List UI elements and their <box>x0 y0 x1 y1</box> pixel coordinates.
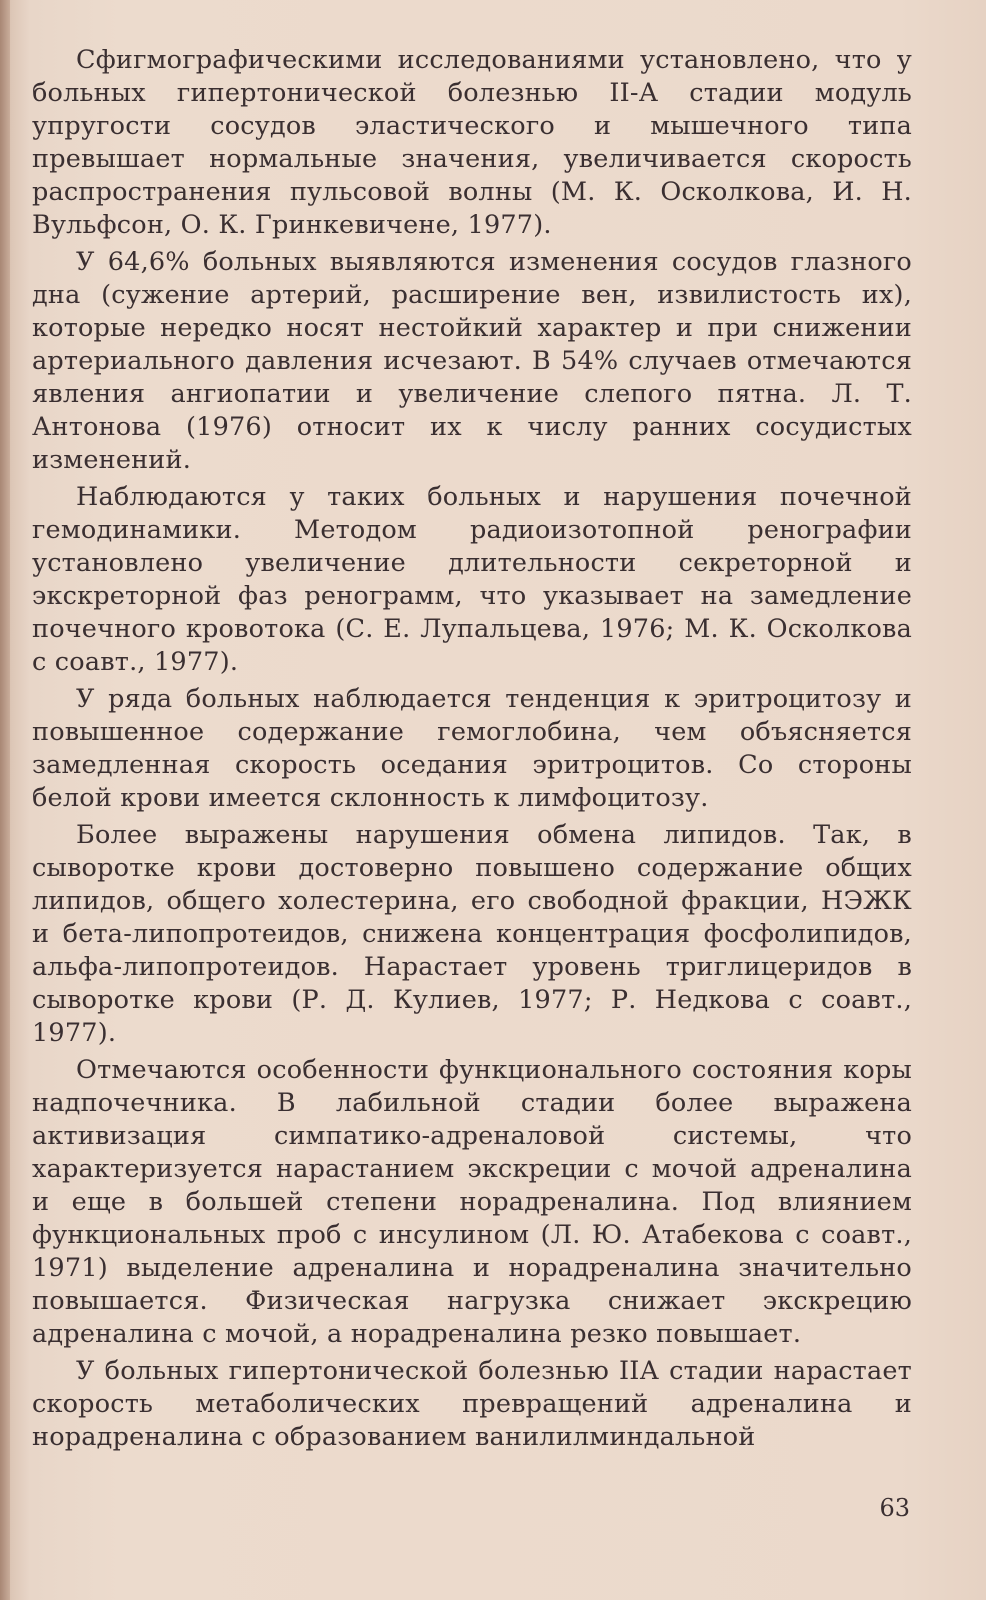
paragraph-5: Более выражены нарушения обмена липидов. Так, в сыворотке крови достоверно повышено содержание общих липидов, общего холестерина, его свободной фракции, НЭЖК и бета-липопротеидов, снижена концентрация фосфолипидов, альфа-липопротеидов. Нарастает уровень триглицеридов в сыворотке крови (Р. Д. Кулиев, 1977; Р. Недкова с соавт., 1977). <box>32 820 912 1048</box>
paragraph-7: У больных гипертонической болезнью IIА стадии нарастает скорость метаболических превращений адреналина и норадреналина с образованием ванилилминдальной <box>32 1356 912 1452</box>
paragraph-4: У ряда больных наблюдается тенденция к эритроцитозу и повышенное содержание гемоглобина, чем объясняется замедленная скорость оседания эритроцитов. Со стороны белой крови имеется склонность к лимфоцитозу. <box>32 684 912 813</box>
paragraph-2: У 64,6% больных выявляются изменения сосудов глазного дна (сужение артерий, расширение вен, извилистость их), которые нередко носят нестойкий характер и при снижении артериального давления исчезают. В 54% случаев отмечаются явления ангиопатии и увеличение слепого пятна. Л. Т. Антонова (1976) относит их к числу ранних сосудистых изменений. <box>32 247 912 475</box>
paragraph-1: Сфигмографическими исследованиями установлено, что у больных гипертонической болезнью II-А стадии модуль упругости сосудов эластического и мышечного типа превышает нормальные значения, увеличивается скорость распространения пульсовой волны (М. К. Осколкова, И. Н. Вульфсон, О. К. Гринкевичене, 1977). <box>32 45 912 240</box>
page-number: 63 <box>879 1494 910 1522</box>
paragraph-3: Наблюдаются у таких больных и нарушения почечной гемодинамики. Методом радиоизотопной ренографии установлено увеличение длительности секреторной и экскреторной фаз ренограмм, что указывает на замедление почечного кровотока (С. Е. Лупальцева, 1976; М. К. Осколкова с соавт., 1977). <box>32 482 912 677</box>
book-spine-shadow <box>0 0 10 1600</box>
body-text <box>32 44 912 1458</box>
paragraph-6: Отмечаются особенности функционального состояния коры надпочечника. В лабильной стадии более выражена активизация симпатико-адреналовой системы, что характеризуется нарастанием экскреции с мочой адреналина и еще в большей степени норадреналина. Под влиянием функциональных проб с инсулином (Л. Ю. Атабекова с соавт., 1971) выделение адреналина и норадреналина значительно повышается. Физическая нагрузка снижает экскрецию адреналина с мочой, а норадреналина резко повышает. <box>32 1055 912 1349</box>
